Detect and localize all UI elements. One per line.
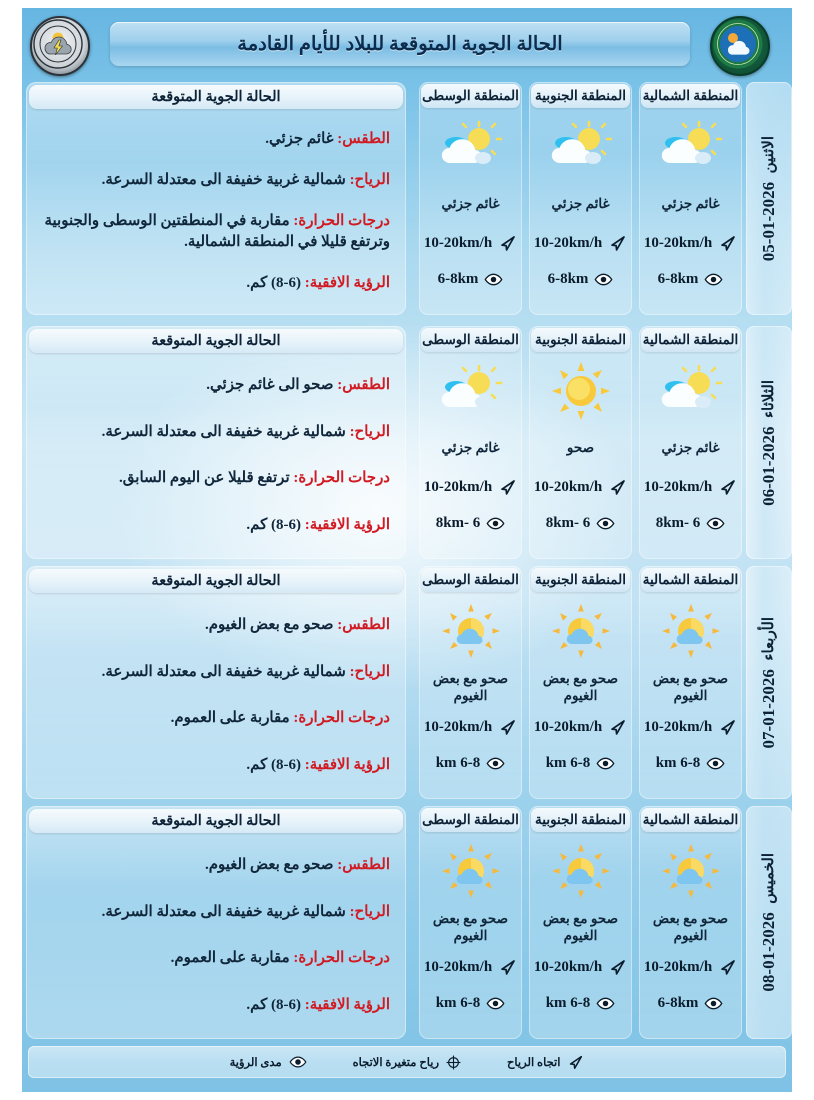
region-card-central <box>419 566 522 799</box>
region-condition: غائم جزئي <box>551 195 610 211</box>
visibility-eye-icon <box>484 273 503 286</box>
detail-temps: درجات الحرارة: مقاربة على العموم. <box>170 710 390 727</box>
detail-panel-body <box>36 838 396 1034</box>
weather-cloud-sun-logo <box>710 16 770 76</box>
legend-item-wind-direction <box>507 1054 584 1071</box>
meteorology-seal-logo <box>30 16 90 76</box>
date-column <box>746 566 792 799</box>
region-wind: 10-20km/h <box>419 952 522 982</box>
region-card-south <box>529 326 632 559</box>
region-condition: صحو مع بعض الغيوم <box>652 671 729 703</box>
wind-direction-arrow-icon <box>718 958 737 977</box>
legend-bar <box>28 1046 786 1078</box>
wind-direction-arrow-icon <box>718 718 737 737</box>
region-visibility: 6-8km <box>529 264 632 294</box>
wind-direction-arrow-icon <box>498 234 517 253</box>
region-wind: 10-20km/h <box>419 472 522 502</box>
region-card-central <box>419 326 522 559</box>
date-column <box>746 326 792 559</box>
visibility-eye-icon <box>289 1056 307 1068</box>
day-date: 2026-01-06 <box>759 426 778 506</box>
region-visibility: 6-8km <box>639 988 742 1018</box>
sun-small-cloud-icon <box>419 834 522 908</box>
sun-small-cloud-icon <box>529 834 632 908</box>
forecast-detail-panel <box>26 326 406 559</box>
page-title <box>110 22 690 66</box>
wind-direction-arrow-icon <box>498 718 517 737</box>
region-card-north <box>639 566 742 799</box>
detail-temps: درجات الحرارة: مقاربة في المنطقتين الوسطى والجنوبية وترتفع قليلا في المنطقة الشمالية. <box>44 213 390 250</box>
region-wind: 10-20km/h <box>639 228 742 258</box>
sun-small-cloud-icon <box>419 594 522 668</box>
visibility-eye-icon <box>704 273 723 286</box>
day-date: 2026-01-07 <box>759 668 778 749</box>
region-wind: 10-20km/h <box>639 952 742 982</box>
regions-group <box>419 82 742 315</box>
wind-direction-arrow-icon <box>718 478 737 497</box>
detail-panel-body <box>36 598 396 794</box>
region-card-north <box>639 326 742 559</box>
day-date: 2026-01-08 <box>759 912 778 992</box>
detail-panel-title: الحالة الجوية المتوقعة <box>29 85 403 109</box>
detail-panel-body <box>36 114 396 310</box>
region-title: المنطقة الوسطى <box>421 84 520 108</box>
region-visibility: 6 -8km <box>419 508 522 538</box>
detail-visibility: الرؤية الافقية: (6-8) كم. <box>246 996 390 1013</box>
forecast-detail-panel <box>26 82 406 315</box>
day-name: الثلاثاء <box>761 379 777 418</box>
region-title: المنطقة الوسطى <box>421 328 520 352</box>
legend-label: مدى الرؤية <box>229 1057 282 1069</box>
sun-small-cloud-icon <box>529 594 632 668</box>
detail-weather: الطقس: صحو مع بعض الغيوم. <box>204 617 390 634</box>
legend-item-variable-wind <box>353 1055 461 1070</box>
region-card-north <box>639 82 742 315</box>
region-title: المنطقة الشمالية <box>641 84 740 108</box>
partly-cloudy-icon <box>419 110 522 184</box>
variable-wind-icon <box>446 1055 461 1070</box>
region-condition: غائم جزئي <box>661 195 720 211</box>
detail-visibility: الرؤية الافقية: (6-8) كم. <box>246 516 390 533</box>
forecast-day-row <box>22 566 792 799</box>
region-title: المنطقة الجنوبية <box>531 568 630 592</box>
regions-group <box>419 566 742 799</box>
wind-direction-arrow-icon <box>498 958 517 977</box>
region-title: المنطقة الجنوبية <box>531 808 630 832</box>
detail-temps: درجات الحرارة: ترتفع قليلا عن اليوم السابق. <box>119 470 390 487</box>
region-condition: غائم جزئي <box>441 439 500 455</box>
visibility-eye-icon <box>706 517 725 530</box>
partly-cloudy-icon <box>639 354 742 428</box>
region-card-central <box>419 806 522 1039</box>
regions-group <box>419 326 742 559</box>
detail-winds: الرياح: شمالية غربية خفيفة الى معتدلة السرعة. <box>101 663 390 680</box>
region-card-central <box>419 82 522 315</box>
region-wind: 10-20km/h <box>529 712 632 742</box>
region-visibility: 6-8km <box>419 264 522 294</box>
detail-weather: الطقس: صحو الى غائم جزئي. <box>206 377 390 394</box>
region-condition: صحو مع بعض الغيوم <box>432 671 509 703</box>
forecast-detail-panel <box>26 566 406 799</box>
sunny-icon <box>529 354 632 428</box>
region-card-south <box>529 82 632 315</box>
region-visibility: 6-8km <box>639 264 742 294</box>
page-header <box>22 8 792 78</box>
region-title: المنطقة الشمالية <box>641 808 740 832</box>
region-visibility: 6 -8km <box>529 508 632 538</box>
detail-winds: الرياح: شمالية غربية خفيفة الى معتدلة السرعة. <box>101 172 390 189</box>
region-title: المنطقة الجنوبية <box>531 328 630 352</box>
regions-group <box>419 806 742 1039</box>
visibility-eye-icon <box>596 517 615 530</box>
detail-temps: درجات الحرارة: مقاربة على العموم. <box>170 950 390 967</box>
partly-cloudy-icon <box>419 354 522 428</box>
sun-small-cloud-icon <box>639 834 742 908</box>
region-card-south <box>529 806 632 1039</box>
region-card-north <box>639 806 742 1039</box>
region-wind: 10-20km/h <box>639 472 742 502</box>
region-condition: صحو مع بعض الغيوم <box>652 911 729 943</box>
region-title: المنطقة الوسطى <box>421 568 520 592</box>
visibility-eye-icon <box>704 997 723 1010</box>
day-name: الاثنين <box>761 135 777 174</box>
visibility-eye-icon <box>596 757 615 770</box>
region-wind: 10-20km/h <box>529 952 632 982</box>
region-condition: صحو مع بعض الغيوم <box>542 671 619 703</box>
region-card-south <box>529 566 632 799</box>
forecast-detail-panel <box>26 806 406 1039</box>
visibility-eye-icon <box>486 517 505 530</box>
detail-panel-title: الحالة الجوية المتوقعة <box>29 809 403 833</box>
detail-panel-title: الحالة الجوية المتوقعة <box>29 329 403 353</box>
region-visibility: 6-8 km <box>419 988 522 1018</box>
partly-cloudy-icon <box>529 110 632 184</box>
region-wind: 10-20km/h <box>529 228 632 258</box>
visibility-eye-icon <box>486 757 505 770</box>
legend-label: رياح متغيرة الاتجاه <box>352 1057 439 1069</box>
detail-visibility: الرؤية الافقية: (6-8) كم. <box>246 756 390 773</box>
region-wind: 10-20km/h <box>639 712 742 742</box>
forecast-day-row <box>22 806 792 1039</box>
region-condition: غائم جزئي <box>661 439 720 455</box>
partly-cloudy-icon <box>639 110 742 184</box>
sun-small-cloud-icon <box>639 594 742 668</box>
visibility-eye-icon <box>594 273 613 286</box>
region-condition: غائم جزئي <box>441 195 500 211</box>
region-wind: 10-20km/h <box>529 472 632 502</box>
forecast-page <box>22 8 792 1092</box>
page-title-text: الحالة الجوية المتوقعة للبلاد للأيام القادمة <box>237 34 563 55</box>
wind-direction-arrow-icon <box>567 1054 584 1071</box>
region-title: المنطقة الوسطى <box>421 808 520 832</box>
wind-direction-arrow-icon <box>608 958 627 977</box>
detail-weather: الطقس: صحو مع بعض الغيوم. <box>204 857 390 874</box>
region-wind: 10-20km/h <box>419 712 522 742</box>
region-visibility: 6-8 km <box>639 748 742 778</box>
day-date: 2026-01-05 <box>759 181 778 262</box>
visibility-eye-icon <box>706 757 725 770</box>
region-visibility: 6 -8km <box>639 508 742 538</box>
wind-direction-arrow-icon <box>718 234 737 253</box>
region-title: المنطقة الشمالية <box>641 568 740 592</box>
day-name: الأربعاء <box>761 616 777 661</box>
region-condition: صحو <box>566 439 595 455</box>
detail-panel-body <box>36 358 396 554</box>
wind-direction-arrow-icon <box>608 718 627 737</box>
day-name: الخميس <box>761 853 777 904</box>
legend-label: اتجاه الرياح <box>507 1057 561 1069</box>
visibility-eye-icon <box>596 997 615 1010</box>
visibility-eye-icon <box>486 997 505 1010</box>
detail-visibility: الرؤية الافقية: (6-8) كم. <box>246 275 390 292</box>
region-visibility: 6-8 km <box>529 748 632 778</box>
detail-winds: الرياح: شمالية غربية خفيفة الى معتدلة السرعة. <box>101 903 390 920</box>
detail-weather: الطقس: غائم جزئي. <box>265 130 390 147</box>
forecast-day-row <box>22 326 792 559</box>
region-condition: صحو مع بعض الغيوم <box>432 911 509 943</box>
detail-panel-title: الحالة الجوية المتوقعة <box>29 569 403 593</box>
region-condition: صحو مع بعض الغيوم <box>542 911 619 943</box>
region-wind: 10-20km/h <box>419 228 522 258</box>
legend-item-visibility <box>230 1055 307 1069</box>
detail-winds: الرياح: شمالية غربية خفيفة الى معتدلة السرعة. <box>101 423 390 440</box>
date-column <box>746 806 792 1039</box>
region-visibility: 6-8 km <box>419 748 522 778</box>
wind-direction-arrow-icon <box>608 478 627 497</box>
date-column <box>746 82 792 315</box>
forecast-day-row <box>22 82 792 315</box>
region-title: المنطقة الشمالية <box>641 328 740 352</box>
wind-direction-arrow-icon <box>608 234 627 253</box>
region-visibility: 6-8 km <box>529 988 632 1018</box>
wind-direction-arrow-icon <box>498 478 517 497</box>
region-title: المنطقة الجنوبية <box>531 84 630 108</box>
